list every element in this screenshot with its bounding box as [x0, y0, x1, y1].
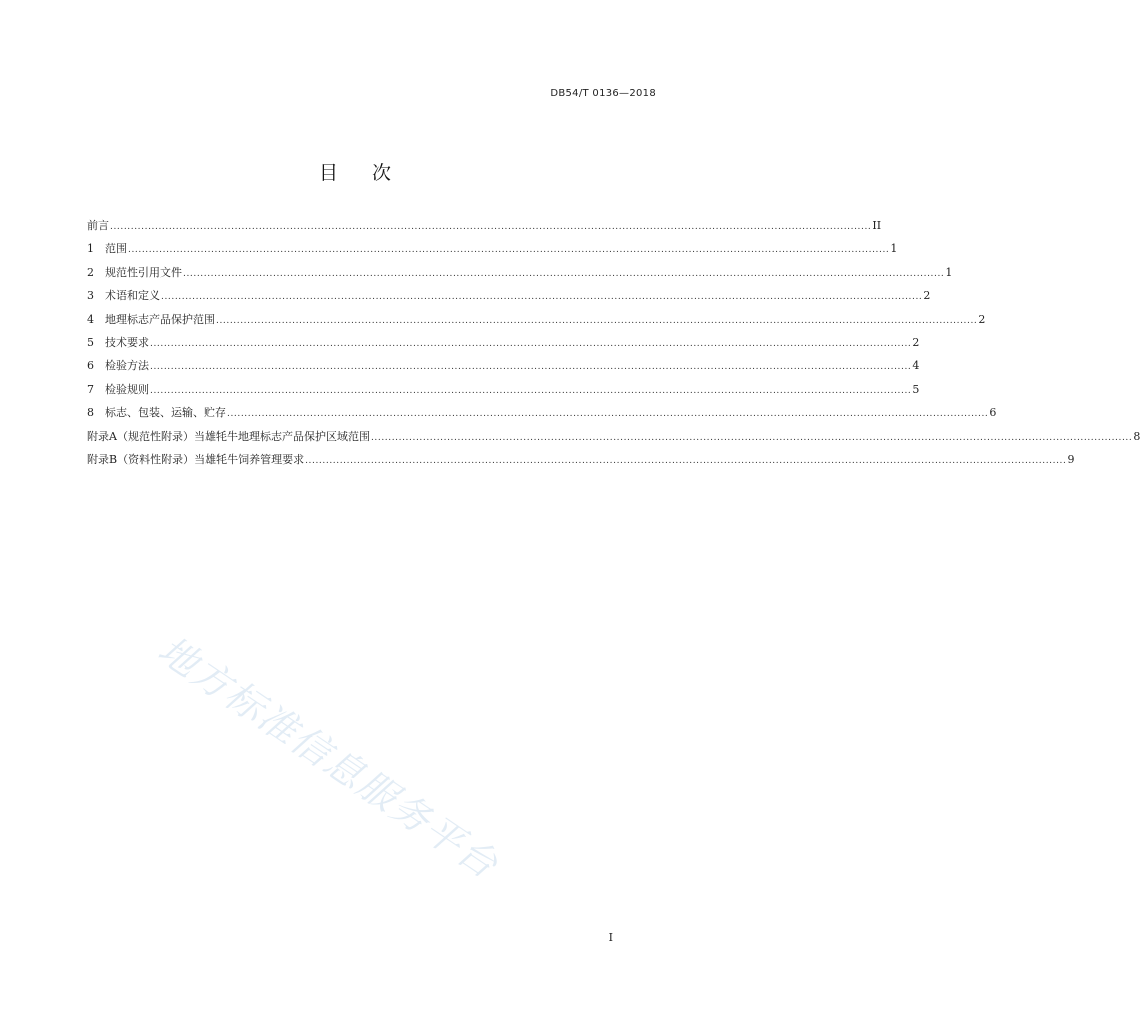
toc-leader-dots: ............................................................................................................................................................................................................................ [128, 245, 890, 256]
toc-item-2[interactable] [87, 265, 953, 289]
toc-item-page: 2 [923, 289, 931, 303]
toc-item-number: 7 [87, 382, 94, 396]
toc-leader-dots: ............................................................................................................................................................................................................................ [150, 362, 912, 373]
toc-item-6[interactable] [87, 359, 920, 382]
toc-item-5[interactable] [87, 335, 920, 359]
toc-item-number: 2 [87, 265, 94, 279]
toc-leader-dots: ............................................................................................................................................................................................................................ [110, 222, 872, 232]
toc-item-label: 技术要求 [105, 335, 149, 349]
toc-item-page: 9 [1067, 452, 1075, 466]
toc-item-8[interactable] [87, 406, 997, 429]
page-number: I [608, 931, 613, 944]
toc-item-appendix-a[interactable] [87, 429, 1140, 453]
toc-item-number: 4 [87, 312, 94, 326]
toc-item-3[interactable] [87, 289, 931, 312]
toc-item-label: 前言 [87, 219, 109, 232]
toc-leader-dots: ............................................................................................................................................................................................................................ [150, 338, 912, 349]
toc-item-label: 范围 [105, 242, 127, 256]
toc-leader-dots: ............................................................................................................................................................................................................................ [183, 268, 945, 279]
toc-item-number: 3 [87, 289, 94, 303]
toc-item-number: 1 [87, 242, 94, 256]
toc-leader-dots: ............................................................................................................................................................................................................................ [216, 315, 978, 326]
toc-item-1[interactable] [87, 242, 898, 265]
page-title: 目 次 [318, 162, 406, 184]
toc-item-page: 2 [978, 312, 986, 326]
toc-leader-dots: ............................................................................................................................................................................................................................ [370, 432, 1133, 443]
toc-item-page: II [872, 219, 882, 232]
toc-item-number: 8 [87, 406, 94, 420]
toc-item-label: 检验方法 [105, 359, 149, 373]
toc-item-label: 规范性引用文件 [105, 265, 182, 279]
toc-item-page: 2 [912, 335, 920, 349]
toc-item-label: 地理标志产品保护范围 [105, 312, 215, 326]
toc-item-page: 1 [890, 242, 898, 256]
document-code: DB54/T 0136—2018 [550, 88, 656, 99]
toc-item-4[interactable] [87, 312, 986, 336]
toc-item-page: 6 [989, 406, 997, 420]
toc-item-label: 标志、包装、运输、贮存 [105, 406, 226, 420]
toc-item-appendix-b[interactable] [87, 452, 1075, 476]
toc-item-foreword[interactable] [87, 219, 882, 242]
toc-item-7[interactable] [87, 382, 920, 406]
toc-item-page: 8 [1133, 429, 1140, 443]
toc-leader-dots: ............................................................................................................................................................................................................................ [150, 385, 912, 396]
toc-item-label: 检验规则 [105, 382, 149, 396]
toc-item-number: 5 [87, 335, 94, 349]
toc-item-page: 5 [912, 382, 920, 396]
table-of-contents [87, 219, 1140, 476]
toc-item-label: 术语和定义 [105, 289, 160, 303]
toc-item-label: 附录A（规范性附录）当雄牦牛地理标志产品保护区域范围 [87, 429, 370, 443]
toc-leader-dots: ............................................................................................................................................................................................................................ [161, 292, 923, 303]
toc-leader-dots: ............................................................................................................................................................................................................................ [305, 455, 1067, 466]
toc-item-page: 4 [912, 359, 920, 373]
toc-item-page: 1 [945, 265, 953, 279]
toc-leader-dots: ............................................................................................................................................................................................................................ [227, 409, 989, 420]
watermark: 地方标准信息服务平台 [150, 627, 507, 888]
toc-item-number: 6 [87, 359, 94, 373]
toc-item-label: 附录B（资料性附录）当雄牦牛饲养管理要求 [87, 452, 305, 466]
